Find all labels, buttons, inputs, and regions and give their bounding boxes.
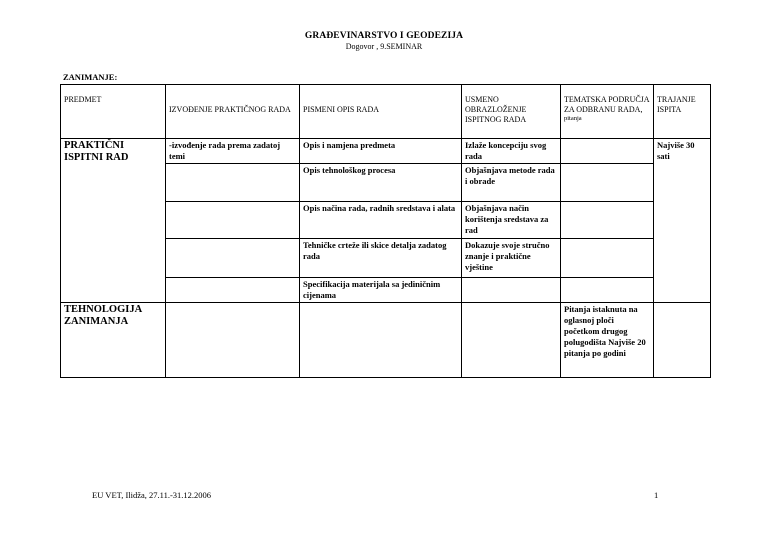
cell-izvodenje-5 [166,278,300,303]
cell-pismeni-tehnologija [300,303,462,378]
cell-pismeni-2: Opis tehnološkog procesa [300,164,462,202]
cell-izvodenje-3 [166,202,300,239]
cell-tematska-3 [561,202,654,239]
header-usmeno: USMENO OBRAZLOŽENJE ISPITNOG RADA [462,85,561,139]
table-header-row [61,85,711,139]
cell-predmet-tehnologija: TEHNOLOGIJA ZANIMANJA [61,303,166,378]
header-izvodenje: IZVOĐENJE PRAKTIČNOG RADA [166,85,300,139]
cell-izvodenje-4 [166,239,300,278]
cell-trajanje-tehnologija [654,303,711,378]
cell-pismeni-3: Opis načina rada, radnih sredstava i alata [300,202,462,239]
header-predmet: PREDMET [61,85,166,139]
cell-tematska-1 [561,139,654,164]
footer-text: EU VET, Ilidža, 27.11.-31.12.2006 [92,490,212,500]
cell-usmeno-tehnologija [462,303,561,378]
cell-usmeno-5 [462,278,561,303]
header-pismeni: PISMENI OPIS RADA [300,85,462,139]
cell-trajanje-prakticni: Najviše 30 sati [654,139,711,303]
table-row [61,303,711,378]
cell-pismeni-4: Tehničke crteže ili skice detalja zadatog rada [300,239,462,278]
zanimanje-label: ZANIMANJE: [63,72,118,82]
page-number: 1 [654,490,659,500]
cell-usmeno-2: Objašnjava metode rada i obrade [462,164,561,202]
header-tematska: TEMATSKA PODRUČJA ZA ODBRANU RADA, pitanja [561,85,654,139]
cell-tematska-5 [561,278,654,303]
cell-usmeno-3: Objašnjava način korištenja sredstava za rad [462,202,561,239]
cell-izvodenje-prakticni: -izvođenje rada prema zadatoj temi [166,139,300,164]
cell-tematska-4 [561,239,654,278]
table-row [61,139,711,164]
header-trajanje: TRAJANJE ISPITA [654,85,711,139]
cell-usmeno-4: Dokazuje svoje stručno znanje i praktične vještine [462,239,561,278]
cell-izvodenje-2 [166,164,300,202]
cell-tematska-2 [561,164,654,202]
cell-izvodenje-tehnologija [166,303,300,378]
cell-predmet-prakticni: PRAKTIČNI ISPITNI RAD [61,139,166,303]
document-subtitle: Dogovor , 9.SEMINAR [345,42,423,51]
cell-pismeni-5: Specifikacija materijala sa jediničnim cijenama [300,278,462,303]
document-title: GRAĐEVINARSTVO I GEODEZIJA [304,31,464,41]
cell-usmeno-1: Izlaže koncepciju svog rada [462,139,561,164]
cell-pismeni-1: Opis i namjena predmeta [300,139,462,164]
exam-table [60,84,711,378]
cell-tematska-tehnologija: Pitanja istaknuta na oglasnoj ploči početkom drugog polugodišta Najviše 20 pitanja po godini [561,303,654,378]
header-tematska-note: pitanja [564,115,582,122]
